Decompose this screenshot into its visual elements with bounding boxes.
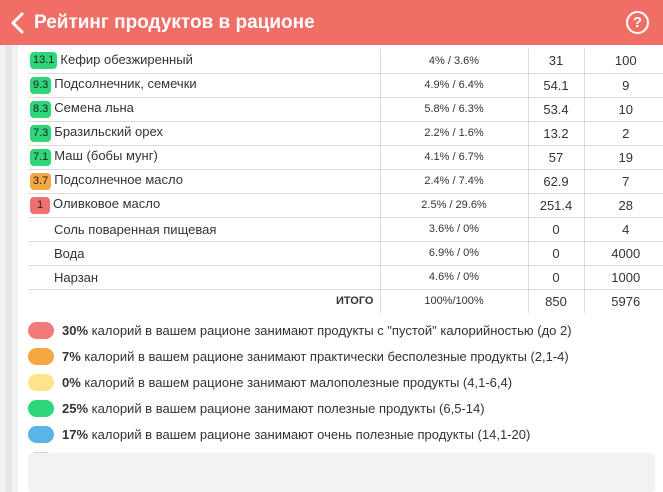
percent-cell: 2.2% / 1.6% — [380, 121, 528, 145]
percent-cell: 3.6% / 0% — [380, 217, 528, 241]
weight-cell: 2 — [584, 121, 663, 145]
weight-cell: 10 — [584, 97, 663, 121]
table-row[interactable] — [28, 73, 663, 97]
weight-cell: 19 — [584, 145, 663, 169]
scroll-rail — [6, 45, 12, 492]
legend-percent: 30% — [62, 322, 89, 338]
rating-badge: 1 — [30, 197, 50, 214]
product-cell — [28, 49, 380, 73]
calories-cell: 251.4 — [528, 193, 584, 217]
legend-item — [28, 317, 572, 343]
weight-cell: 1000 — [584, 265, 663, 289]
calories-cell: 13.2 — [528, 121, 584, 145]
rating-badge: 7.1 — [30, 149, 51, 166]
back-button[interactable] — [2, 0, 32, 45]
legend-color-dot — [28, 400, 54, 417]
legend-color-dot — [28, 426, 54, 443]
calories-cell: 57 — [528, 145, 584, 169]
legend — [28, 317, 572, 473]
legend-percent: 25% — [62, 400, 89, 416]
weight-cell: 9 — [584, 73, 663, 97]
percent-cell: 4.6% / 0% — [380, 265, 528, 289]
table-row[interactable] — [28, 241, 663, 265]
products-table — [28, 49, 663, 313]
percent-cell: 2.4% / 7.4% — [380, 169, 528, 193]
table-row[interactable] — [28, 145, 663, 169]
total-label: ИТОГО — [28, 289, 380, 313]
product-name: Оливковое масло — [53, 196, 161, 212]
percent-cell: 6.9% / 0% — [380, 241, 528, 265]
legend-color-dot — [28, 322, 54, 339]
product-name: Соль поваренная пищевая — [54, 221, 217, 237]
product-cell — [28, 193, 380, 217]
product-name: Кефир обезжиренный — [60, 52, 193, 68]
product-name: Семена льна — [54, 100, 134, 116]
calories-cell: 0 — [528, 217, 584, 241]
table-row[interactable] — [28, 49, 663, 73]
product-name: Подсолнечник, семечки — [54, 76, 197, 92]
rating-badge: 13.1 — [30, 52, 57, 69]
legend-text: калорий в вашем рационе занимают очень полезные продукты (14,1-20) — [91, 426, 531, 442]
legend-item — [28, 369, 572, 395]
content-panel — [18, 45, 663, 492]
product-cell — [28, 217, 380, 241]
total-weight: 5976 — [611, 293, 641, 309]
help-button[interactable]: ? — [626, 11, 649, 34]
table-row[interactable] — [28, 97, 663, 121]
product-cell — [28, 265, 380, 289]
table-row[interactable] — [28, 121, 663, 145]
page-title: Рейтинг продуктов в рационе — [34, 11, 315, 33]
legend-text: калорий в вашем рационе занимают полезные продукты (6,5-14) — [91, 400, 485, 416]
rating-badge: 8.3 — [30, 101, 51, 118]
legend-color-dot — [28, 374, 54, 391]
table-row[interactable] — [28, 217, 663, 241]
weight-cell: 4 — [584, 217, 663, 241]
product-cell — [28, 73, 380, 97]
calories-cell: 0 — [528, 241, 584, 265]
product-name: Маш (бобы мунг) — [54, 148, 158, 164]
legend-item — [28, 421, 572, 447]
legend-item — [28, 395, 572, 421]
percent-cell: 4% / 3.6% — [380, 49, 528, 73]
weight-cell: 100 — [584, 49, 663, 73]
total-percent: 100%/100% — [380, 289, 528, 313]
calories-cell: 62.9 — [528, 169, 584, 193]
total-calories: 850 — [528, 289, 584, 313]
legend-color-dot — [28, 348, 54, 365]
total-row — [28, 289, 663, 313]
calories-cell: 31 — [528, 49, 584, 73]
table-row[interactable] — [28, 265, 663, 289]
weight-cell: 7 — [584, 169, 663, 193]
weight-cell: 4000 — [584, 241, 663, 265]
product-name: Подсолнечное масло — [54, 172, 183, 188]
rating-badge: 3.7 — [30, 173, 51, 190]
legend-text: калорий в вашем рационе занимают практически бесполезные продукты (2,1-4) — [84, 348, 569, 364]
calories-cell: 0 — [528, 265, 584, 289]
product-cell — [28, 121, 380, 145]
percent-cell: 4.9% / 6.4% — [380, 73, 528, 97]
calories-cell: 54.1 — [528, 73, 584, 97]
product-name: Бразильский орех — [54, 124, 163, 140]
legend-percent: 17% — [62, 426, 89, 442]
app-header — [0, 0, 663, 45]
product-cell — [28, 241, 380, 265]
rating-badge: 9.3 — [30, 77, 51, 94]
product-name: Вода — [54, 245, 85, 261]
legend-percent: 7% — [62, 348, 81, 364]
product-cell — [28, 97, 380, 121]
product-cell — [28, 145, 380, 169]
rating-badge: 7.3 — [30, 125, 51, 142]
calories-cell: 53.4 — [528, 97, 584, 121]
legend-percent: 0% — [62, 374, 81, 390]
table-row[interactable] — [28, 193, 663, 217]
product-name: Нарзан — [54, 269, 99, 285]
percent-cell: 2.5% / 29.6% — [380, 193, 528, 217]
bottom-panel — [28, 453, 655, 492]
table-row[interactable] — [28, 169, 663, 193]
chevron-left-icon — [10, 12, 24, 34]
percent-cell: 5.8% / 6.3% — [380, 97, 528, 121]
legend-text: калорий в вашем рационе занимают малополезные продукты (4,1-6,4) — [84, 374, 513, 390]
percent-cell: 4.1% / 6.7% — [380, 145, 528, 169]
product-cell — [28, 169, 380, 193]
legend-text: калорий в вашем рационе занимают продукты с "пустой" калорийностью (до 2) — [91, 322, 572, 338]
weight-cell: 28 — [584, 193, 663, 217]
legend-item — [28, 343, 572, 369]
